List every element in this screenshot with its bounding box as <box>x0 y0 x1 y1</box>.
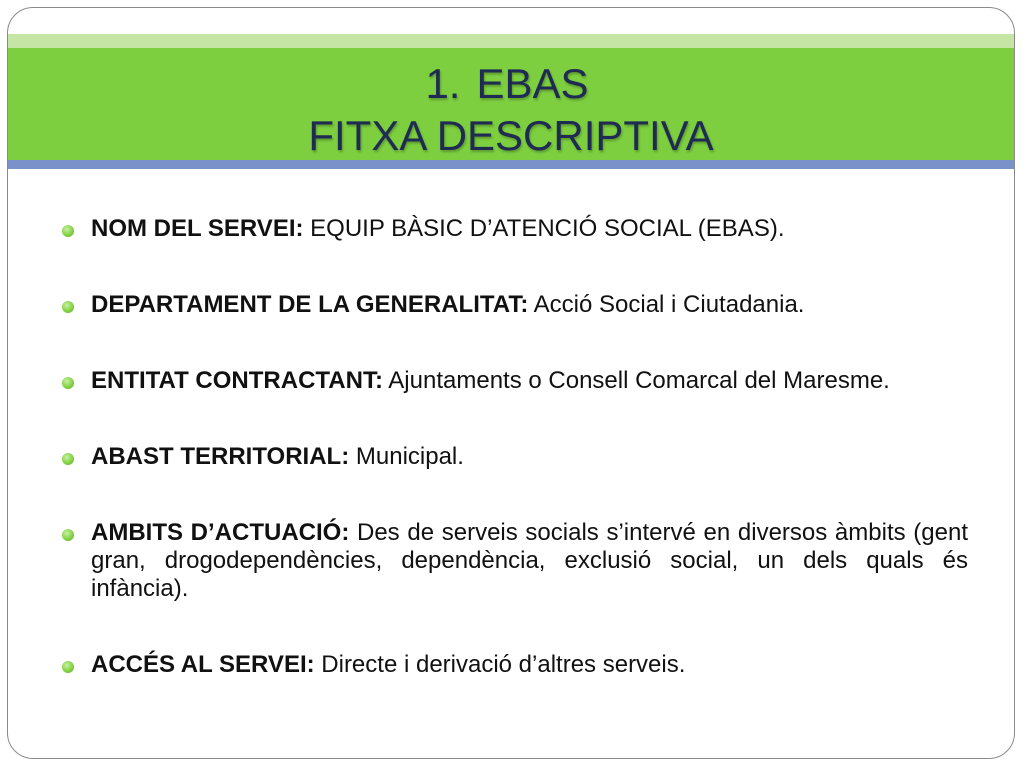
list-item <box>62 367 968 395</box>
title-main: EBAS <box>476 60 589 107</box>
list-item <box>62 651 968 679</box>
item-label: ACCÉS AL SERVEI: <box>91 651 315 678</box>
bullet-icon <box>62 301 74 313</box>
list-item <box>62 291 968 319</box>
item-text: Municipal. <box>349 443 464 470</box>
item-text: Acció Social i Ciutadania. <box>528 291 805 318</box>
item-label: AMBITS D’ACTUACIÓ: <box>91 519 350 546</box>
bullet-icon <box>62 453 74 465</box>
slide-title <box>8 58 1014 162</box>
bullet-icon <box>62 377 74 389</box>
slide <box>7 7 1015 759</box>
bullet-list <box>62 215 968 679</box>
item-label: DEPARTAMENT DE LA GENERALITAT: <box>91 291 529 318</box>
item-text: EQUIP BÀSIC D’ATENCIÓ SOCIAL (EBAS). <box>303 215 785 242</box>
header-light-band <box>8 34 1014 48</box>
item-label: ENTITAT CONTRACTANT: <box>91 367 383 394</box>
item-text: Des de serveis socials s’intervé en diversos àmbits (gent gran, drogodependències, dependència, exclusió social, un dels quals és infància). <box>91 519 968 602</box>
list-item <box>62 443 968 471</box>
title-line-1 <box>8 58 1014 110</box>
item-text: Ajuntaments o Consell Comarcal del Maresme. <box>382 367 890 394</box>
item-text: Directe i derivació d’altres serveis. <box>314 651 686 678</box>
item-label: NOM DEL SERVEI: <box>91 215 304 242</box>
bullet-icon <box>62 225 74 237</box>
list-item <box>62 519 968 603</box>
title-line-2: FITXA DESCRIPTIVA <box>308 112 714 159</box>
item-label: ABAST TERRITORIAL: <box>91 443 350 470</box>
bullet-icon <box>62 529 74 541</box>
bullet-icon <box>62 661 74 673</box>
title-number: 1. <box>425 60 461 107</box>
list-item <box>62 215 968 243</box>
